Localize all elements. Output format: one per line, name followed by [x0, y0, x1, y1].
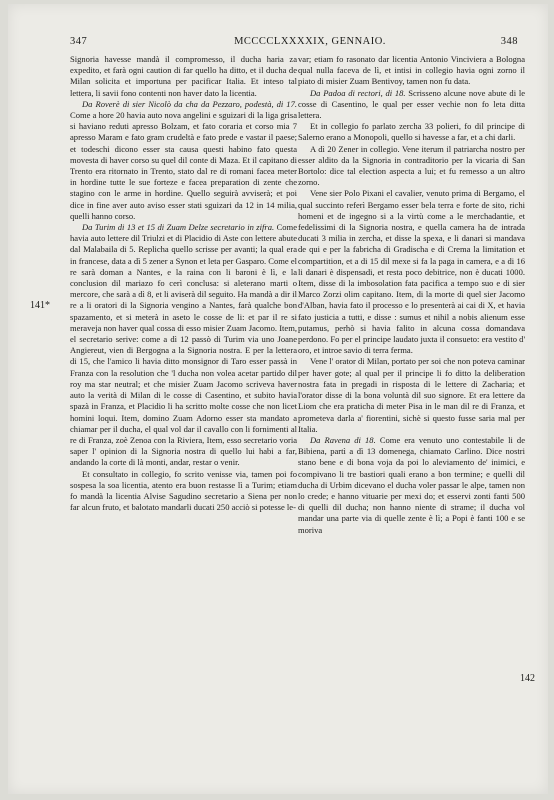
letter-heading: Da Ravena di 18.: [310, 434, 376, 445]
letter-heading: Da Padoa di rectori, di 18.: [310, 87, 406, 98]
margin-note-142: 142: [520, 673, 535, 684]
paragraph: [70, 222, 297, 468]
paragraph: [70, 99, 297, 222]
page-number-right: 348: [500, 36, 518, 47]
letter-heading: Da Roverè di sier Nicolò da cha da Pezzaro, podestà, di 17.: [82, 98, 297, 109]
left-column: [70, 54, 297, 513]
letter-heading: Da Turim di 13 et 15 di Zuam Delze secretario in zifra.: [82, 222, 275, 233]
letter-body: Come a hore 20 havia auto nova angelini e sguizari di la liga grisa si haviano reduti apresso Bolzam, et fato coraria et corso mia 7 apresso Maram e fato gram crudeltà e fato prede e vastar il paese; et todeschi dicono esser sta causa questi habino fato questa movesta di haver corso su quel dil conte di Maza. Et il capitano di Trento era ritornato in Trento, stato dal re di romani facea meter in hordine tutte le sue forteze e facea preparation di zente che stagino con le arme in hordine. Quello seguirà avviserà; et poi dice in fine aver auto aviso esser stati sguizari da 12 in 14 milia, quelli hanno corso.: [70, 110, 297, 221]
paragraph: Vene l' orator di Milan, portato per soi che non poteva caminar per haver gote; al qual per il principe li fo ditto la deliberation nostra fata in pregadi in risposta di le lettere di Zacharia; et l'orator disse di la bona voluntà dil suo signore. Et era lettere da Liom che era praticha di meter Pisa in le man dil re di Franza, et prometeva darla a' fiorentini, sichè si questo fusse saria mal per Italia.: [298, 356, 525, 434]
right-column: [298, 54, 525, 536]
margin-note-141: 141*: [30, 300, 50, 311]
paragraph: Signoria havesse mandà il compromesso, il ducha haria za expedito, et farà ogni caution di far quello ha ditto, et il ducha de Milan solicita et importuna per pacificar Italia. Et inteso tal lettera, li savii fono contenti non haver dato la licentia.: [70, 54, 297, 98]
letter-body: Come havia auto lettere dil Triulzi et di Placidio di Aste con lettere abute dal Malabaila di 5. Replicha quello scrisse per avanti; la qual era in francese, data a dì 5 zener a Synon et leta per Gasparo. Come el re sarà doman a Nantes, e la raina con li baroni è lì, e la conclusion dil mariazo fo cerì conclusa: si aleterano marti o mercore, che sarà a dì 8, et li aviserà dil seguito. Ha mandà a dir il re a li oratori di la Signoria vengino a Nantes, farà qualche bon spazamento, et si meterà in aseto le cosse de li: et par il re si meraveja non haver qual cossa di esso misier Zuam Jacomo. Item, el secretario serive: come a dì 12 passò di Turim via uno Joane Angiereut, vien di Bergogna a la Signoria nostra. E per la lettera di 15, che l'amico li havia ditto monsignor di Taro esser passà in Franza con la resolution che 'l ducha non volea acetar partido dil roy ma star neutral; et che misier Zuam Jacomo scriveva haver auto la verità di Milan di le cosse di Casentino, et subito havia spazà in Franza, et Placidio li ha scritto molte cosse che non licet homini loqui. Item, domino Zuam Adorno esser sta mandato a chiamar per il ducha, el qual vol dar il cavallo con li fornimenti al re di Franza, zoè Zenoa con la Riviera, Item, esso secretario voria saper l' opinion di la Signoria nostra di quello lui habi a far, andando la corte di là monti, andar, restar o venir.: [70, 222, 297, 468]
paragraph: Vene sier Polo Pixani el cavalier, venuto prima di Bergamo, el qual succinto referì Bergamo esser bela terra e forte de sito, richi homeni et de ingegno si a la virtù come a le merchadantie, et fedelissimi di la Signoria nostra, e quella camera ha de intrada ducati 3 milia in zercha, et disse la spexa, e li danari si mandava de qui e per la fabricha di Gradischa e di Crema la limitation et compartition, et a di 15 dil mexe si fa la paga in camera, e a di 16 li danari è dispensadi, et resta poco debitrice, non è ducati 1000. Item, disse di la imbosolation fata pacifica a tempo suo e di sier Marco Zorzi olim capitano. Item, di la morte di quel sier Jacomo d'Alban, havia fato il processo e lo presenterà ai cai di X, et havia fato justicia a tutti, e disse : sumus et nihil a nobis alienum esse putamus, perhò si havia falito in alcuna cossa domandava perdono. Fo per el principe laudato juxta il consueto: era vestito d' oro, et introe savio di terra ferma.: [298, 188, 525, 356]
book-page: [8, 4, 548, 794]
paragraph: var; etiam fo rasonato dar licentia Antonio Vinciviera a Bologna qual nulla faceva de lì, et intisi in collegio havia ogni zorno il piato di misier Zuam Bentivoy, tamen non fu data.: [298, 54, 525, 87]
running-title: MCCCCLXXXXIX, GENNAIO.: [234, 36, 386, 47]
paragraph: A dì 20 Zener in collegio. Vene iterum il patriarcha nostro per esser aldito da la Signoria in contraditorio per la vicaria di San Bortolo: dice tal election aspecta a lui; et fu remesso a un altro zorno.: [298, 143, 525, 188]
page-number-left: 347: [70, 36, 88, 47]
paragraph: [298, 435, 525, 536]
paragraph: [298, 88, 525, 122]
paragraph: Et consultato in collegio, fo scrito venisse via, tamen poi fo sospesa la soa licentia, atento era buon restasse lì a Turim; etiam fo mandà la licentia Alvise Sagudino secretario a Siena per non far alcun fruto, et balotato mandarli ducati 250 acciò si potesse le-: [70, 468, 297, 513]
letter-body: Come era venuto uno contestabile li de Bibiena, partì a dì 13 domenega, chiamato Carlino. Dice nostri stano bene e di bona voja da poi lo aleviamento de' inimici, e compivano li tre bastiori quali erano a bon termine; e quelli dil ducha di Urbim dicevano el ducha voler passar le alpe, tamen non lo crede; e hanno vituarie per mexi do; et esservi zonti fanti 500 di quelli dil ducha; non hanno niente di strame; il ducha vol mandar una parte via di quelle zente è lì; a Popi è fanti 100 e se moriva: [298, 434, 525, 535]
page-header: [70, 36, 518, 50]
paragraph: Et in collegio fo parlato zercha 33 polieri, fo dil principe di Salerno erano a Monopoli, quello si havesse a far, et a chi darli.: [298, 121, 525, 143]
letter-body: Scrisseno alcune nove abute di le cosse di Casentino, le qual per esser vechie non fo leta ditta lettera.: [298, 87, 525, 121]
